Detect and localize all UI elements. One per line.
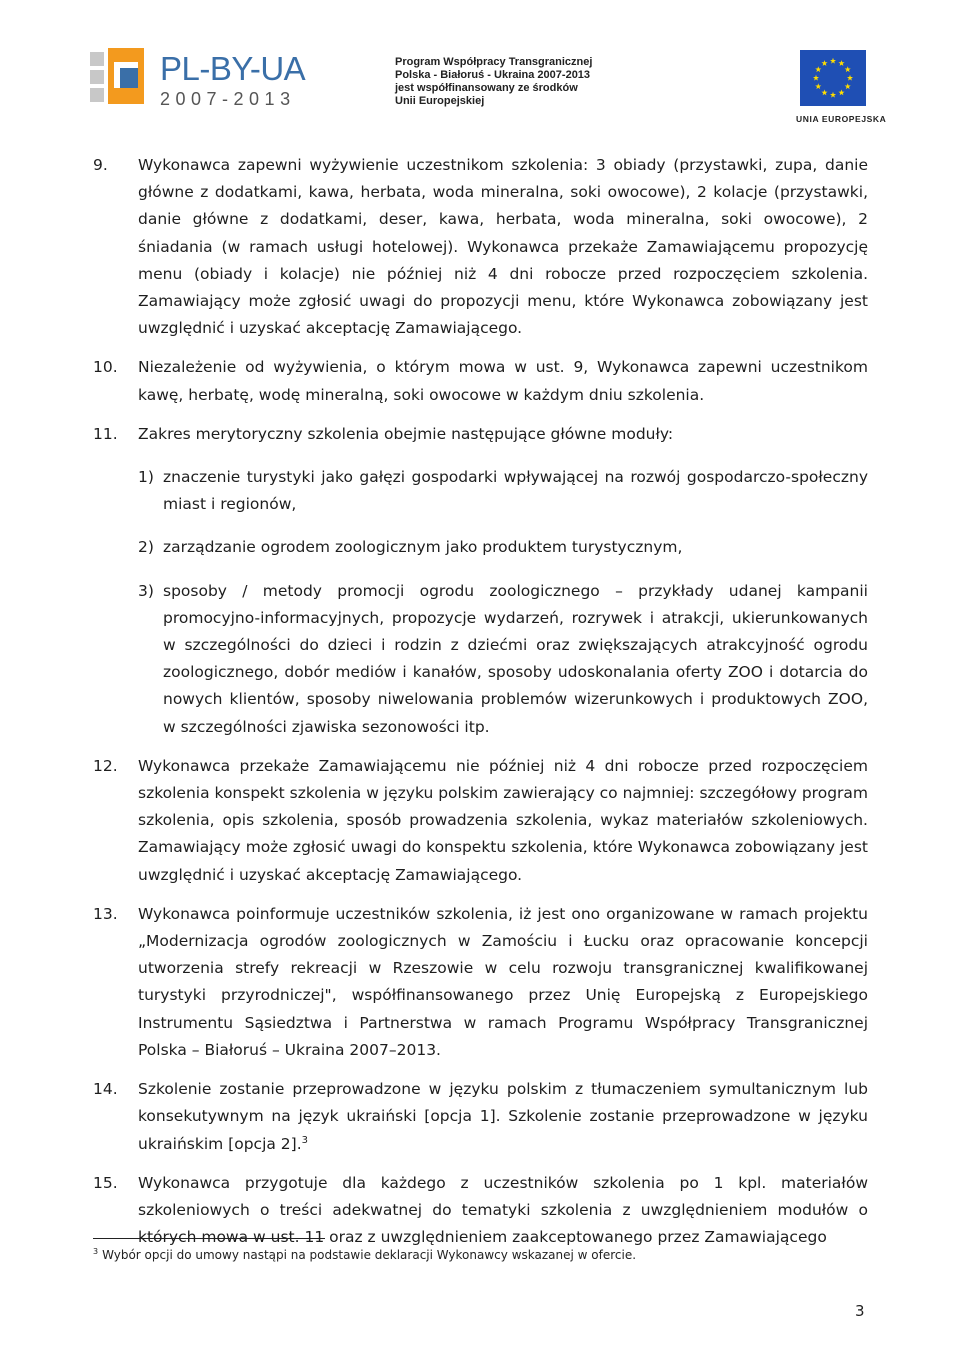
item-number: 15. <box>93 1173 118 1192</box>
item-text-content: Szkolenie zostanie przeprowadzone w języku polskim z tłumaczeniem symultanicznym lub konsekutywnym na język ukraiński [opcja 1]. Szkolenie zostanie przeprowadzone w języku ukraińskim [opcja 2]. <box>138 1080 868 1153</box>
logo-title: PL-BY-UA <box>160 50 306 87</box>
footnote-text: Wybór opcji do umowy nastąpi na podstawie deklaracji Wykonawcy wskazanej w ofercie. <box>102 1248 637 1262</box>
list-item-13 <box>93 901 868 1064</box>
logo-years: 2007-2013 <box>160 89 296 109</box>
document-header <box>0 0 960 140</box>
item-number: 13. <box>93 904 118 923</box>
list-item-15 <box>93 1170 868 1252</box>
list-item-14 <box>93 1076 868 1158</box>
list-item-9 <box>93 152 868 342</box>
sublist-item-3 <box>138 578 868 741</box>
subitem-number: 3) <box>138 581 154 600</box>
program-line: Polska - Białoruś - Ukraina 2007-2013 <box>395 69 591 81</box>
program-line: Unii Europejskiej <box>395 95 485 107</box>
page-number: 3 <box>855 1302 865 1320</box>
pl-by-ua-logo-icon <box>90 48 146 104</box>
subitem-text: zarządzanie ogrodem zoologicznym jako produktem turystycznym, <box>163 538 683 557</box>
sublist-item-2 <box>138 534 868 561</box>
logo-text <box>160 52 305 110</box>
item-text: Niezależenie od wyżywienia, o którym mowa w ust. 9, Wykonawca zapewni uczestnikom kawę, herbatę, wodę mineralną, soki owocowe w każdym dniu szkolenia. <box>138 358 868 404</box>
footnote-marker: 3 <box>93 1247 99 1256</box>
item-text: Wykonawca poinformuje uczestników szkolenia, iż jest ono organizowane w ramach projektu „Modernizacja ogrodów zoologicznych w Zamościu i Łucku oraz opracowanie koncepcji utworzenia strefy rekreacji w Rzeszowie w celu rozwoju transgranicznej kwalifikowanej turystyki przyrodniczej", współfinansowanego przez Unię Europejską z Europejskiego Instrumentu Sąsiedztwa i Partnerstwa w ramach Programu Współpracy Transgranicznej Polska – Białoruś – Ukraina 2007–2013. <box>138 904 868 1059</box>
eu-label: UNIA EUROPEJSKA <box>796 114 887 124</box>
subitem-number: 2) <box>138 538 154 557</box>
item-text: Wykonawca przygotuje dla każdego z uczestników szkolenia po 1 kpl. materiałów szkoleniowych o treści adekwatnej do tematyki szkolenia z uwzględnieniem modułów o których mowa w ust. 11 oraz z uwzględnieniem zaakceptowanego przez Zamawiającego <box>138 1173 868 1247</box>
item-number: 12. <box>93 756 118 775</box>
footnote-separator <box>93 1238 325 1239</box>
program-info <box>395 56 645 108</box>
footnote-reference[interactable]: 3 <box>301 1134 309 1146</box>
item-number: 10. <box>93 358 118 377</box>
eu-flag-icon <box>800 50 866 106</box>
list-item-10 <box>93 354 868 408</box>
item-number: 9. <box>93 156 108 174</box>
item-text: Zakres merytoryczny szkolenia obejmie następujące główne moduły: <box>138 424 674 443</box>
item-number: 14. <box>93 1080 118 1099</box>
subitem-text: sposoby / metody promocji ogrodu zoologicznego – przykłady udanej kampanii promocyjno-informacyjnych, propozycje wydarzeń, rozrywek i atrakcji, ukierunkowanych w szczególności do dzieci i rodzin z dziećmi oraz zwiększających atrakcyjność ogrodu zoologicznego, dobór mediów i kanałów, sposoby udoskonalania oferty ZOO i dotarcia do nowych klientów, sposoby niwelowania problemów wizerunkowych i produktowych ZOO, w szczególności zjawiska sezonowości itp. <box>163 581 868 736</box>
list-item-11 <box>93 421 868 741</box>
subitem-text: znaczenie turystyki jako gałęzi gospodarki wpływającej na rozwój gospodarczo-społeczny miast i regionów, <box>163 468 868 514</box>
program-line: Program Współpracy Transgranicznej <box>395 56 593 68</box>
footnote <box>93 1248 853 1262</box>
document-body <box>93 152 868 1263</box>
list-item-12 <box>93 753 868 889</box>
item-number: 11. <box>93 424 118 443</box>
item-text <box>138 1076 868 1158</box>
sublist-item-1 <box>138 464 868 518</box>
item-text: Wykonawca zapewni wyżywienie uczestnikom szkolenia: 3 obiady (przystawki, zupa, danie główne z dodatkami, kawa, herbata, woda mineralna, soki owocowe), 2 kolacje (przystawki, danie główne z dodatkami, deser, kawa, herbata, woda mineralna, soki owocowe), 2 śniadania (w ramach usługi hotelowej). Wykonawca przekaże Zamawiającemu propozycję menu (obiady i kolacje) nie później niż 4 dni robocze przed rozpoczęciem szkolenia. Zamawiający może zgłosić uwagi do propozycji menu, które Wykonawca zobowiązany jest uwzględnić i uzyskać akceptację Zamawiającego. <box>138 156 868 338</box>
item-text: Wykonawca przekaże Zamawiającemu nie później niż 4 dni robocze przed rozpoczęciem szkolenia konspekt szkolenia w języku polskim zawierający co najmniej: szczegółowy program szkolenia, opis szkolenia, sposób prowadzenia szkolenia, wykaz materiałów szkoleniowych. Zamawiający może zgłosić uwagi do konspektu szkolenia, które Wykonawca zobowiązany jest uwzględnić i uzyskać akceptację Zamawiającego. <box>138 756 868 884</box>
program-line: jest współfinansowany ze środków <box>395 82 578 94</box>
subitem-number: 1) <box>138 468 154 487</box>
